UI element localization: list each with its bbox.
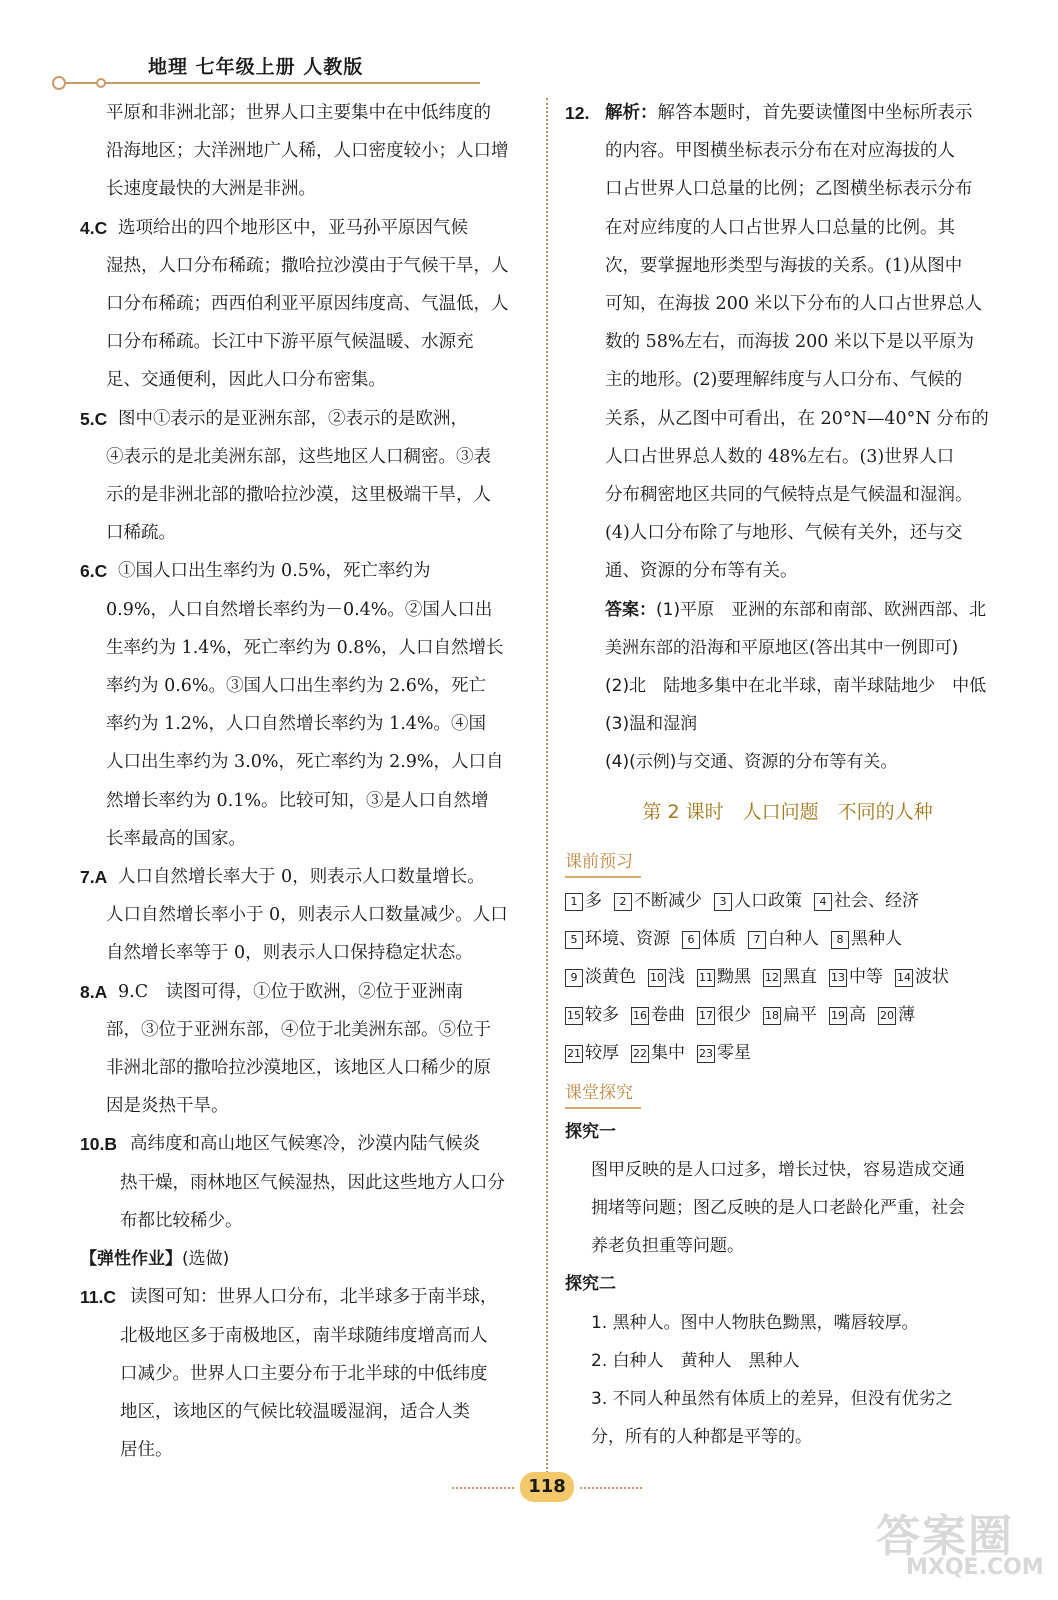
blank-answer: 黝黑 — [717, 967, 751, 988]
elastic-label: 【弹性作业】 — [80, 1249, 182, 1270]
blank-answer: 很少 — [717, 1005, 751, 1026]
q12-line: 关系，从乙图中可看出，在 20°N—40°N 分布的 — [605, 408, 989, 429]
blank-answer: 较厚 — [585, 1043, 619, 1064]
answer-line: 口分布稀疏；西西伯利亚平原因纬度高、气温低，人 — [106, 294, 509, 315]
blank-answer: 薄 — [898, 1005, 915, 1026]
blank-answer: 社会、经济 — [834, 890, 919, 911]
q12-line: 通、资源的分布等有关。 — [605, 561, 798, 582]
blank-number-box: 1 — [565, 893, 583, 911]
answer-line: 因是炎热干旱。 — [106, 1096, 229, 1117]
answer-number: 4.C — [80, 217, 108, 238]
blank-answer: 扁平 — [783, 1005, 817, 1026]
preview-answer — [648, 958, 685, 996]
answer-line: 长率最高的国家。 — [106, 828, 246, 849]
q12-line: 主的地形。(2)要理解纬度与人口分布、气候的 — [605, 370, 963, 391]
watermark-text: 答案圈 — [876, 1511, 1014, 1562]
elastic-heading — [80, 1240, 528, 1278]
blank-answer: 卷曲 — [651, 1005, 685, 1026]
class-tag: 课堂探究 — [565, 1079, 641, 1109]
answer-line: 湿热，人口分布稀疏；撒哈拉沙漠由于气候干旱，人 — [106, 255, 509, 276]
preview-answer — [714, 882, 802, 920]
q12-number: 12. — [565, 103, 590, 123]
blank-number-box: 2 — [614, 893, 632, 911]
answer-line: 口分布稀疏。长江中下游平原气候温暖、水源充 — [106, 332, 474, 353]
answer-line: 人口自然增长率小于 0，则表示人口数量减少。人口 — [106, 905, 508, 926]
blank-number-box: 23 — [697, 1045, 715, 1063]
watermark-logo — [866, 1500, 1046, 1590]
q12-line: 解答本题时，首先要读懂图中坐标所表示 — [657, 103, 973, 123]
blank-number-box: 19 — [829, 1007, 847, 1025]
blank-answer: 波状 — [915, 967, 949, 988]
blank-answer: 多 — [585, 890, 602, 911]
answer-line: 居住。 — [120, 1440, 173, 1461]
footer-rule-right — [580, 1487, 642, 1489]
answer-number: 8.A — [80, 981, 108, 1002]
explore1-line: 拥堵等问题；图乙反映的是人口老龄化严重，社会 — [591, 1198, 965, 1219]
preview-answer — [831, 920, 902, 958]
preview-answer — [763, 996, 817, 1034]
question-12 — [565, 94, 1010, 132]
blank-answer: 浅 — [668, 967, 685, 988]
left-column — [80, 94, 528, 1469]
blank-number-box: 14 — [895, 969, 913, 987]
preview-answer — [763, 958, 817, 996]
blank-number-box: 9 — [565, 969, 583, 987]
page-number: 118 — [520, 1472, 574, 1502]
answer-line: ①国人口出生率约为 0.5%，死亡率约为 — [118, 561, 431, 582]
answer-line: (3)温和湿润 — [605, 714, 698, 735]
answer-line: 示的是非洲北部的撒哈拉沙漠，这里极端干旱，人 — [106, 485, 491, 506]
right-column — [565, 94, 1010, 1457]
answer-line: 地区，该地区的气候比较温暖湿润，适合人类 — [120, 1401, 470, 1422]
preview-answer — [682, 920, 736, 958]
column-divider — [546, 98, 548, 1473]
preview-answer — [565, 958, 636, 996]
answer-line: 自然增长率等于 0，则表示人口保持稳定状态。 — [106, 943, 473, 964]
preview-answer — [829, 958, 883, 996]
answer-item — [80, 400, 528, 553]
blank-number-box: 15 — [565, 1007, 583, 1025]
blank-number-box: 6 — [682, 931, 700, 949]
preview-answer — [895, 958, 949, 996]
answer-line: 高纬度和高山地区气候寒冷，沙漠内陆气候炎 — [130, 1134, 480, 1155]
preview-answer — [614, 882, 702, 920]
preview-answer — [565, 1034, 619, 1072]
q12-line: 口占世界人口总量的比例；乙图横坐标表示分布 — [605, 179, 973, 200]
answer-label: 答案： — [605, 599, 656, 620]
answer-number: 6.C — [80, 561, 108, 582]
intro-line: 长速度最快的大洲是非洲。 — [106, 179, 316, 200]
q12-line: 数的 58%左右，而海拔 200 米以下是以平原为 — [605, 332, 974, 353]
answer-line: 口稀疏。 — [106, 523, 176, 544]
blank-number-box: 21 — [565, 1045, 583, 1063]
preview-answer — [814, 882, 919, 920]
blank-answer: 较多 — [585, 1005, 619, 1026]
answer-line: 非洲北部的撒哈拉沙漠地区，该地区人口稀少的原 — [106, 1058, 491, 1079]
answer-line: (4)(示例)与交通、资源的分布等有关。 — [605, 752, 898, 773]
preview-answer — [697, 958, 751, 996]
answer-item-11 — [80, 1278, 528, 1469]
answer-line: 图中①表示的是亚洲东部，②表示的是欧洲， — [118, 408, 468, 429]
explore2-line: 1. 黑种人。图中人物肤色黝黑，嘴唇较厚。 — [591, 1312, 919, 1333]
blank-answer: 人口政策 — [734, 890, 802, 911]
answer-item — [80, 209, 528, 400]
page-header — [0, 0, 1058, 95]
preview-answer — [697, 1034, 751, 1072]
preview-answer — [565, 996, 619, 1034]
answer-line: 读图可知：世界人口分布，北半球多于南半球， — [130, 1287, 498, 1308]
answer-line: 北极地区多于南极地区，南半球随纬度增高而人 — [120, 1325, 488, 1346]
answer-line: 部，③位于亚洲东部，④位于北美洲东部。⑤位于 — [106, 1019, 491, 1040]
q12-line: 在对应纬度的人口占世界人口总量的比例。其 — [605, 217, 955, 238]
q12-line: 分布稠密地区共同的气候特点是气候温和湿润。 — [605, 485, 973, 506]
explore2-line: 分，所有的人种都是平等的。 — [591, 1427, 812, 1448]
header-dot-small — [96, 78, 106, 88]
explore2-line: 3. 不同人种虽然有体质上的差异，但没有优劣之 — [591, 1389, 953, 1410]
answer-line: 热干燥，雨林地区气候湿热，因此这些地方人口分 — [120, 1172, 505, 1193]
answer-item — [80, 858, 528, 973]
answer-line: 足、交通便利，因此人口分布密集。 — [106, 370, 386, 391]
q12-label: 解析： — [605, 103, 658, 123]
footer-rule-left — [452, 1487, 514, 1489]
preview-section — [565, 842, 1010, 1073]
explore2-title: 探究二 — [565, 1274, 616, 1295]
preview-answer — [697, 996, 751, 1034]
blank-number-box: 12 — [763, 969, 781, 987]
blank-answer: 不断减少 — [634, 890, 702, 911]
blank-answer: 集中 — [651, 1043, 685, 1064]
q12-line: (4)人口分布除了与地形、气候有关外，还与交 — [605, 523, 963, 544]
preview-answer — [631, 996, 685, 1034]
intro-line: 沿海地区；大洋洲地广人稀，人口密度较小；人口增 — [106, 141, 509, 162]
preview-answer — [748, 920, 819, 958]
blank-number-box: 7 — [748, 931, 766, 949]
answer-line: 生率约为 1.4%，死亡率约为 0.8%，人口自然增长 — [106, 637, 504, 658]
blank-number-box: 22 — [631, 1045, 649, 1063]
blank-number-box: 4 — [814, 893, 832, 911]
preview-tag: 课前预习 — [565, 848, 641, 878]
q12-line: 人口占世界总人数的 48%左右。(3)世界人口 — [605, 446, 955, 467]
blank-answer: 体质 — [702, 928, 736, 949]
section-title: 第 2 课时 人口问题 不同的人种 — [642, 800, 933, 823]
blank-number-box: 5 — [565, 931, 583, 949]
answer-number: 5.C — [80, 408, 108, 429]
answer-line: (1)平原 亚洲的东部和南部、欧洲西部、北 — [656, 599, 987, 620]
blank-answer: 环境、资源 — [585, 928, 670, 949]
preview-answer — [829, 996, 866, 1034]
explore1-text — [565, 1151, 1010, 1266]
preview-row — [565, 996, 1010, 1034]
intro-line: 平原和非洲北部；世界人口主要集中在中低纬度的 — [106, 103, 491, 123]
explore1-line: 图甲反映的是人口过多，增长过快，容易造成交通 — [591, 1159, 965, 1180]
preview-answer — [631, 1034, 685, 1072]
q12-line: 的内容。甲图横坐标表示分布在对应海拔的人 — [605, 141, 955, 162]
blank-number-box: 17 — [697, 1007, 715, 1025]
answer-item — [80, 973, 528, 1126]
preview-grid — [565, 882, 1010, 1073]
blank-answer: 黑直 — [783, 967, 817, 988]
class-section — [565, 1073, 1010, 1457]
q12-line: 次，要掌握地形类型与海拔的关系。(1)从图中 — [605, 255, 963, 276]
answer-line: (2)北 陆地多集中在北半球，南半球陆地少 中低 — [605, 676, 987, 697]
preview-row — [565, 882, 1010, 920]
explore1-title: 探究一 — [565, 1121, 616, 1142]
preview-row — [565, 958, 1010, 996]
explore2-text — [565, 1304, 1010, 1457]
blank-answer: 中等 — [849, 967, 883, 988]
answer-line: 布都比较稀少。 — [120, 1210, 243, 1231]
elastic-note: (选做) — [182, 1249, 230, 1270]
answer-number: 7.A — [80, 867, 108, 888]
answer-block — [565, 591, 1010, 782]
answer-line: ④表示的是北美洲东部，这些地区人口稠密。③表 — [106, 446, 491, 467]
explore1-line: 养老负担重等问题。 — [591, 1236, 744, 1257]
blank-number-box: 16 — [631, 1007, 649, 1025]
answer-number: 10.B — [80, 1134, 117, 1155]
answer-list — [80, 209, 528, 1240]
blank-number-box: 11 — [697, 969, 715, 987]
answer-line: 率约为 1.2%，人口自然增长率约为 1.4%。④国 — [106, 714, 487, 735]
preview-answer — [878, 996, 915, 1034]
answer-line: 率约为 0.6%。③国人口出生率约为 2.6%，死亡 — [106, 676, 487, 697]
blank-number-box: 8 — [831, 931, 849, 949]
preview-row — [565, 1034, 1010, 1072]
q12-text — [565, 132, 1010, 590]
answer-item — [80, 1125, 528, 1240]
blank-answer: 白种人 — [768, 928, 819, 949]
blank-answer: 零星 — [717, 1043, 751, 1064]
answer-number: 11.C — [80, 1287, 116, 1308]
preview-answer — [565, 882, 602, 920]
answer-line: 0.9%，人口自然增长率约为－0.4%。②国人口出 — [106, 599, 493, 620]
blank-number-box: 13 — [829, 969, 847, 987]
preview-answer — [565, 920, 670, 958]
watermark-url: MXQE.COM — [906, 1555, 1044, 1580]
explore2-line: 2. 白种人 黄种人 黑种人 — [591, 1350, 800, 1371]
header-dot-left — [52, 76, 66, 90]
answer-line: 美洲东部的沿海和平原地区(答出其中一例即可) — [605, 637, 959, 658]
answer-line: 9.C 读图可得，①位于欧洲，②位于亚洲南 — [118, 981, 464, 1002]
answer-line: 人口自然增长率大于 0，则表示人口数量增长。 — [118, 867, 485, 888]
q12-line: 可知，在海拔 200 米以下分布的人口占世界总人 — [605, 294, 983, 315]
answer-line: 口减少。世界人口主要分布于北半球的中低纬度 — [120, 1363, 488, 1384]
blank-answer: 黑种人 — [851, 928, 902, 949]
answer-item — [80, 552, 528, 858]
blank-answer: 高 — [849, 1005, 866, 1026]
blank-number-box: 20 — [878, 1007, 896, 1025]
answer-line: 然增长率约为 0.1%。比较可知，③是人口自然增 — [106, 790, 489, 811]
blank-answer: 淡黄色 — [585, 967, 636, 988]
blank-number-box: 18 — [763, 1007, 781, 1025]
blank-number-box: 3 — [714, 893, 732, 911]
header-title: 地理 七年级上册 人教版 — [148, 56, 364, 78]
blank-number-box: 10 — [648, 969, 666, 987]
answer-line: 选项给出的四个地形区中，亚马孙平原因气候 — [118, 217, 468, 238]
answer-lines — [565, 629, 1010, 782]
answer-line: 人口出生率约为 3.0%，死亡率约为 2.9%，人口自 — [106, 752, 504, 773]
preview-row — [565, 920, 1010, 958]
header-rule — [60, 82, 480, 84]
